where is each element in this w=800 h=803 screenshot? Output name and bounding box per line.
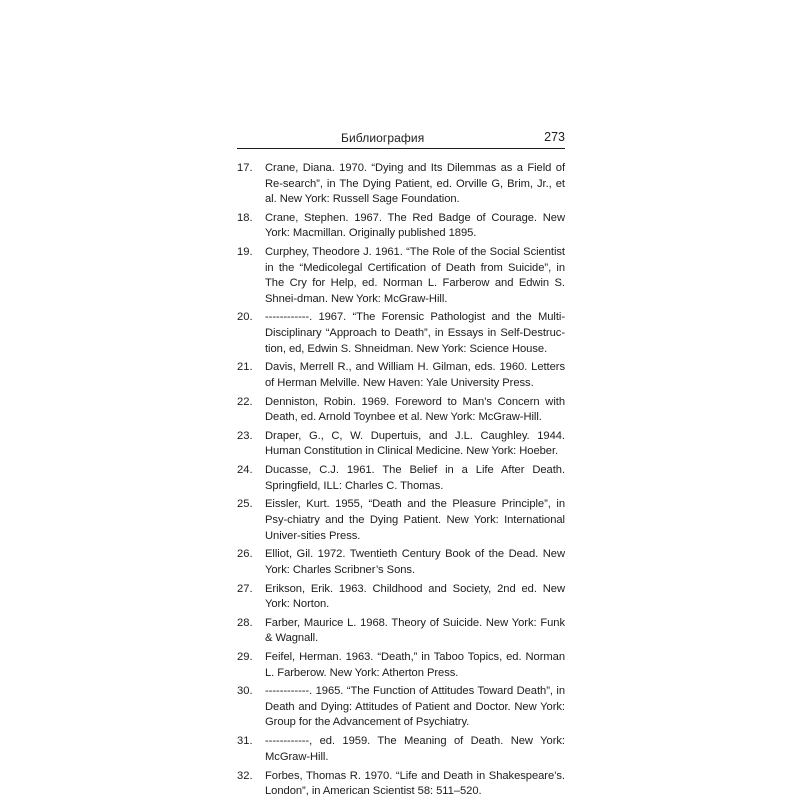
entry-number: 18.	[237, 211, 253, 224]
bibliography-entry	[237, 211, 565, 242]
entry-number: 29.	[237, 651, 253, 664]
entry-number: 24.	[237, 464, 253, 477]
bibliography-entry	[237, 395, 565, 426]
entry-text: Crane, Stephen. 1967. The Red Badge of Courage. New York: Macmillan. Originally published 1895.	[265, 211, 565, 240]
header-rule	[237, 148, 565, 149]
entry-text: Erikson, Erik. 1963. Childhood and Society, 2nd ed. New York: Norton.	[265, 582, 565, 611]
bibliography-entry	[237, 310, 565, 357]
bibliography-entry	[237, 547, 565, 578]
entry-number: 20.	[237, 311, 253, 324]
bibliography-entry	[237, 161, 565, 208]
entry-text: Feifel, Herman. 1963. “Death,” in Taboo Topics, ed. Norman L. Farberow. New York: Atherton Press.	[265, 651, 565, 679]
entry-text: ------------. 1967. “The Forensic Pathologist and the Multi-Disciplinary “Approach to Death”, in Essays in Self-Destruc-tion, ed, Edwin S. Shneidman. New York: Science House.	[265, 311, 565, 355]
entry-text: Farber, Maurice L. 1968. Theory of Suicide. New York: Funk & Wagnall.	[265, 616, 565, 645]
entry-text: ------------, ed. 1959. The Meaning of Death. New York: McGraw-Hill.	[265, 735, 565, 763]
bibliography-entry	[237, 463, 565, 494]
entry-number: 30.	[237, 685, 253, 698]
bibliography-entry	[237, 360, 565, 391]
entry-text: Ducasse, C.J. 1961. The Belief in a Life After Death. Springfield, ILL: Charles C. Thomas.	[265, 464, 565, 492]
bibliography-entry	[237, 429, 565, 460]
entry-number: 32.	[237, 769, 253, 782]
bibliography-entry	[237, 650, 565, 681]
entry-text: Elliot, Gil. 1972. Twentieth Century Book of the Dead. New York: Charles Scribner’s Sons.	[265, 548, 565, 576]
bibliography-entry	[237, 245, 565, 307]
book-page	[237, 128, 565, 803]
bibliography-entry	[237, 497, 565, 544]
entry-text: Draper, G., C, W. Dupertuis, and J.L. Caughley. 1944. Human Constitution in Clinical Medicine. New York: Hoeber.	[265, 429, 565, 458]
bibliography-list	[237, 161, 565, 800]
bibliography-entry	[237, 769, 565, 800]
entry-text: Denniston, Robin. 1969. Foreword to Man’s Concern with Death, ed. Arnold Toynbee et al. New York: McGraw-Hill.	[265, 395, 565, 424]
page-number: 273	[544, 130, 565, 144]
bibliography-entry	[237, 616, 565, 647]
entry-number: 26.	[237, 548, 253, 561]
running-title: Библиография	[341, 131, 425, 145]
entry-number: 28.	[237, 616, 253, 629]
bibliography-entry	[237, 684, 565, 731]
entry-text: Eissler, Kurt. 1955, “Death and the Pleasure Principle”, in Psy-chiatry and the Dying Patient. New York: International Univer-sities Press.	[265, 498, 565, 542]
bibliography-entry	[237, 734, 565, 765]
entry-text: ------------. 1965. “The Function of Attitudes Toward Death”, in Death and Dying: Attitudes of Patient and Doctor. New York: Group for the Advancement of Psychiatry.	[265, 685, 565, 729]
entry-number: 17.	[237, 162, 253, 174]
entry-number: 25.	[237, 498, 253, 511]
entry-number: 27.	[237, 582, 253, 595]
entry-number: 21.	[237, 361, 253, 374]
entry-number: 31.	[237, 735, 253, 748]
entry-number: 23.	[237, 429, 253, 442]
entry-text: Davis, Merrell R., and William H. Gilman, eds. 1960. Letters of Herman Melville. New Haven: Yale University Press.	[265, 361, 565, 389]
running-header	[237, 128, 565, 148]
entry-text: Curphey, Theodore J. 1961. “The Role of the Social Scientist in the “Medicolegal Certification of Death from Suicide”, in The Cry for Help, ed. Norman L. Farberow and Edwin S. Shnei-dman. New York: McGraw-Hill.	[265, 246, 565, 305]
bibliography-entry	[237, 582, 565, 613]
entry-number: 19.	[237, 246, 253, 259]
entry-text: Forbes, Thomas R. 1970. “Life and Death in Shakespeare’s. London”, in American Scientist 58: 511–520.	[265, 769, 565, 798]
entry-text: Crane, Diana. 1970. “Dying and Its Dilemmas as a Field of Re-search”, in The Dying Patient, ed. Orville G, Brim, Jr., et al. New York: Russell Sage Foundation.	[265, 162, 565, 206]
entry-number: 22.	[237, 395, 253, 408]
